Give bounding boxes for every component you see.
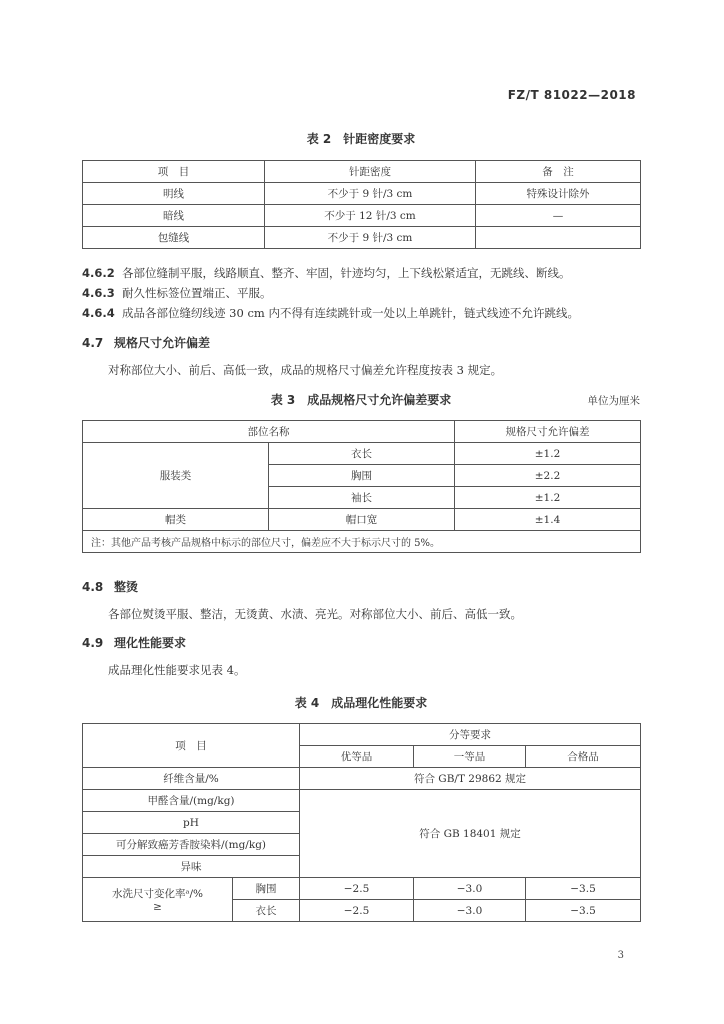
table-cell: 不少于 9 针/3 cm	[265, 227, 476, 249]
table-header-cell: 针距密度	[265, 161, 476, 183]
table-header-cell: 项 目	[83, 161, 265, 183]
table-header-cell: 一等品	[414, 746, 526, 768]
table3	[82, 420, 641, 553]
table-header-cell: 部位名称	[83, 421, 455, 443]
table-cell: 可分解致癌芳香胺染料/(mg/kg)	[83, 834, 300, 856]
table-cell: 暗线	[83, 205, 265, 227]
table-cell: ±1.2	[455, 487, 641, 509]
section-4-7-heading	[82, 334, 210, 351]
section-4-9-heading	[82, 634, 186, 651]
clause-text: 成品各部位缝纫线迹 30 cm 内不得有连续跳针或一处以上单跳针，链式线迹不允许跳线。	[122, 306, 579, 320]
page-number: 3	[617, 950, 624, 961]
table-cell: 异味	[83, 856, 300, 878]
shrink-label: 水洗尺寸变化率ᵃ/%	[111, 888, 204, 900]
clause-text: 耐久性标签位置端正、平服。	[122, 286, 272, 300]
clause-4-6-4	[82, 305, 579, 321]
table-cell: 袖长	[269, 487, 455, 509]
clause-text: 各部位缝制平服，线路顺直、整齐、牢固，针迹均匀，上下线松紧适宜，无跳线、断线。	[122, 266, 571, 280]
table-cell: −3.0	[414, 878, 526, 900]
table-header-cell: 规格尺寸允许偏差	[455, 421, 641, 443]
table-cell: ±1.2	[455, 443, 641, 465]
table-cell: −3.0	[414, 900, 526, 922]
table-cell: 特殊设计除外	[476, 183, 641, 205]
table-cell: ±2.2	[455, 465, 641, 487]
table-cell: 帽口宽	[269, 509, 455, 531]
section-title: 理化性能要求	[114, 636, 187, 650]
section-4-8-heading	[82, 578, 138, 595]
table4	[82, 723, 641, 922]
section-number: 4.9	[82, 636, 104, 650]
table-header-cell: 分等要求	[300, 724, 641, 746]
table-cell: 符合 GB/T 29862 规定	[300, 768, 641, 790]
table-row	[83, 878, 641, 900]
table-cell: 胸围	[269, 465, 455, 487]
table-cell: ±1.4	[455, 509, 641, 531]
table-cell: 衣长	[269, 443, 455, 465]
table3-unit: 单位为厘米	[587, 395, 640, 407]
table-note: 注：其他产品考核产品规格中标示的部位尺寸，偏差应不大于标示尺寸的 5%。	[83, 531, 641, 553]
standard-code: FZ/T 81022—2018	[507, 88, 636, 102]
table-cell: 不少于 12 针/3 cm	[265, 205, 476, 227]
table-cell: pH	[83, 812, 300, 834]
clause-4-6-3	[82, 285, 272, 301]
table-cell: −3.5	[526, 878, 641, 900]
table-header-cell: 优等品	[300, 746, 414, 768]
shrink-ge-sign: ≥	[153, 901, 162, 913]
table-row	[83, 768, 641, 790]
table3-caption: 表 3 成品规格尺寸允许偏差要求	[270, 393, 452, 407]
table-row	[83, 183, 641, 205]
table-cell: −3.5	[526, 900, 641, 922]
table-cell	[83, 878, 233, 922]
clause-number: 4.6.2	[82, 266, 115, 280]
section-number: 4.8	[82, 580, 104, 594]
table-cell: 包缝线	[83, 227, 265, 249]
table-group-cell: 服装类	[83, 443, 269, 509]
table2	[82, 160, 641, 249]
table-cell: −2.5	[300, 900, 414, 922]
table-cell: 明线	[83, 183, 265, 205]
table-header-cell: 项 目	[83, 724, 300, 768]
table-header-cell: 合格品	[526, 746, 641, 768]
table-header-cell: 备 注	[476, 161, 641, 183]
table4-caption: 表 4 成品理化性能要求	[294, 696, 428, 710]
table-cell: 胸围	[233, 878, 300, 900]
table-row	[83, 443, 641, 465]
table-note-row	[83, 531, 641, 553]
table-header-row	[83, 724, 641, 746]
section-title: 整烫	[114, 580, 139, 594]
table-row	[83, 790, 641, 812]
section-4-8-text: 各部位熨烫平服、整洁，无烫黄、水渍、亮光。对称部位大小、前后、高低一致。	[108, 607, 522, 621]
table-cell: −2.5	[300, 878, 414, 900]
clause-number: 4.6.4	[82, 306, 115, 320]
section-title: 规格尺寸允许偏差	[114, 336, 211, 350]
table-cell: 不少于 9 针/3 cm	[265, 183, 476, 205]
table-cell: —	[476, 205, 641, 227]
table-cell: 衣长	[233, 900, 300, 922]
table-header-row	[83, 161, 641, 183]
table-cell: 帽类	[83, 509, 269, 531]
clause-number: 4.6.3	[82, 286, 115, 300]
section-4-9-text: 成品理化性能要求见表 4。	[108, 663, 246, 677]
section-number: 4.7	[82, 336, 104, 350]
section-4-7-text: 对称部位大小、前后、高低一致，成品的规格尺寸偏差允许程度按表 3 规定。	[108, 363, 503, 377]
table-row	[83, 509, 641, 531]
table-cell	[476, 227, 641, 249]
table-cell: 纤维含量/%	[83, 768, 300, 790]
table2-caption: 表 2 针距密度要求	[306, 132, 416, 146]
table-row	[83, 205, 641, 227]
table-cell: 甲醛含量/(mg/kg)	[83, 790, 300, 812]
table-cell: 符合 GB 18401 规定	[300, 790, 641, 878]
clause-4-6-2	[82, 265, 571, 281]
table-header-row	[83, 421, 641, 443]
table-row	[83, 227, 641, 249]
